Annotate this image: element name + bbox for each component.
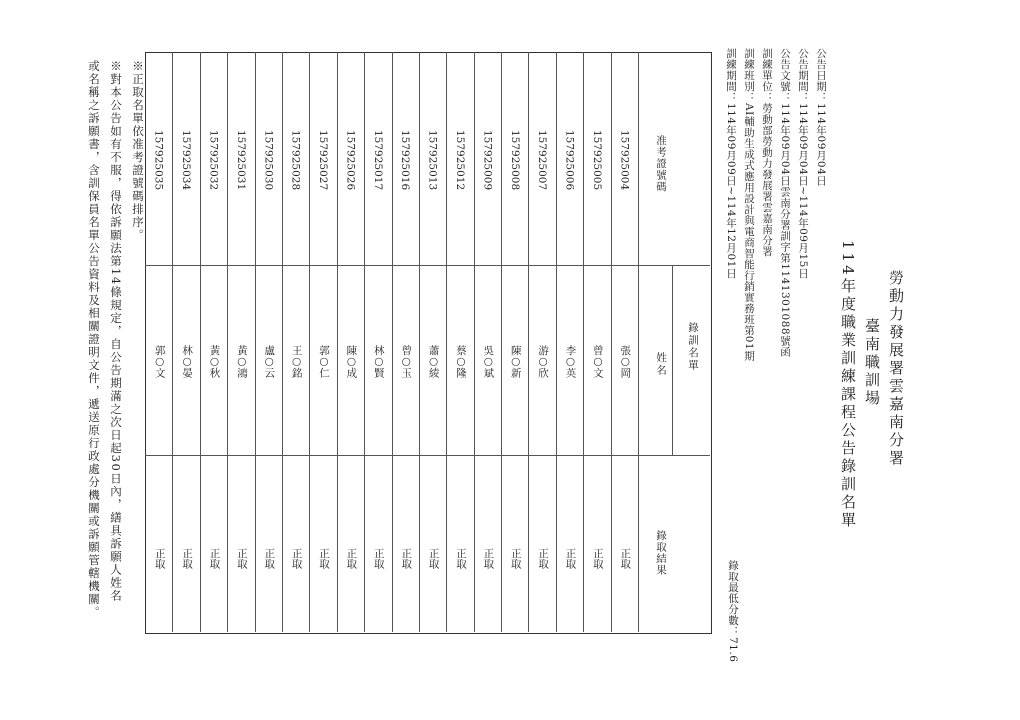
announce-ref: 公告文號：114年09月04日雲南分署訓字第1141301088號函: [779, 48, 791, 358]
row-admission-id: 157925007: [536, 130, 549, 191]
row-trainee-name: 曾○玉: [400, 345, 413, 378]
row-admission-id: 157925030: [262, 130, 275, 191]
row-result: 正取: [537, 548, 550, 569]
row-admission-id: 157925005: [590, 130, 603, 191]
row-divider: [556, 52, 557, 632]
training-period: 訓練期間：114年09月09日~114年12月01日: [725, 48, 737, 279]
row-divider: [419, 52, 420, 632]
row-result: 正取: [235, 548, 248, 569]
row-divider: [172, 52, 173, 632]
row-trainee-name: 王○銘: [290, 345, 303, 378]
announce-date: 公告日期：114年09月04日: [815, 48, 827, 187]
row-trainee-name: 盧○云: [263, 345, 276, 378]
row-divider: [282, 52, 283, 632]
id-column-divider: [145, 265, 710, 266]
row-result: 正取: [153, 548, 166, 569]
row-admission-id: 157925035: [152, 130, 165, 191]
row-admission-id: 157925031: [234, 130, 247, 191]
row-result: 正取: [454, 548, 467, 569]
row-result: 正取: [591, 548, 604, 569]
row-admission-id: 157925009: [481, 130, 494, 191]
row-divider: [611, 52, 612, 632]
note-appeal-1: ※對本公告如有不服，得依訴願法第14條規定，自公告期滿之次日起30日內，繕具訴願人姓名: [109, 60, 123, 603]
row-trainee-name: 張○岡: [619, 345, 632, 378]
row-trainee-name: 黃○秋: [208, 345, 221, 378]
row-admission-id: 157925012: [453, 130, 466, 191]
row-admission-id: 157925013: [426, 130, 439, 191]
row-admission-id: 157925034: [180, 130, 193, 191]
row-result: 正取: [345, 548, 358, 569]
row-admission-id: 157925008: [508, 130, 521, 191]
row-divider: [474, 52, 475, 632]
row-divider: [392, 52, 393, 632]
row-admission-id: 157925028: [289, 130, 302, 191]
row-admission-id: 157925027: [317, 130, 330, 191]
document-title: 114年度職業訓練課程公告錄訓名單: [839, 240, 857, 530]
row-trainee-name: 李○英: [564, 345, 577, 378]
column-header-divider: [638, 52, 639, 632]
row-admission-id: 157925004: [618, 130, 631, 191]
row-result: 正取: [181, 548, 194, 569]
minimum-score: 錄取最低分數：71.6: [727, 560, 739, 663]
row-result: 正取: [427, 548, 440, 569]
row-trainee-name: 陳○成: [345, 345, 358, 378]
training-unit: 訓練單位：勞動部勞動力發展署雲嘉南分署: [761, 48, 773, 257]
row-trainee-name: 蔡○隆: [454, 345, 467, 378]
row-result: 正取: [372, 548, 385, 569]
row-divider: [446, 52, 447, 632]
row-result: 正取: [482, 548, 495, 569]
row-admission-id: 157925016: [399, 130, 412, 191]
header-result: 錄取結果: [655, 530, 667, 576]
row-result: 正取: [290, 548, 303, 569]
row-result: 正取: [619, 548, 632, 569]
row-divider: [227, 52, 228, 632]
group-header-divider: [672, 265, 673, 455]
row-trainee-name: 蕭○綾: [427, 345, 440, 378]
row-divider: [528, 52, 529, 632]
row-result: 正取: [208, 548, 221, 569]
name-column-divider: [145, 455, 710, 456]
row-trainee-name: 黃○鴻: [235, 345, 248, 378]
row-admission-id: 157925006: [563, 130, 576, 191]
row-divider: [364, 52, 365, 632]
row-divider: [337, 52, 338, 632]
row-divider: [583, 52, 584, 632]
row-divider: [309, 52, 310, 632]
header-id: 准考證號碼: [655, 135, 667, 193]
note-sort-order: ※正取名單依准考證號碼排序。: [131, 60, 145, 242]
row-divider: [501, 52, 502, 632]
row-result: 正取: [318, 548, 331, 569]
header-name: 姓名: [655, 352, 667, 377]
note-appeal-2: 或名稱之訴願書，含訓保員名單公告資料及相關證明文件，遞送原行政處分機關或訴願管轄機關。: [87, 60, 101, 619]
row-result: 正取: [509, 548, 522, 569]
row-trainee-name: 林○晏: [181, 345, 194, 378]
division-title: 臺南職訓場: [863, 318, 881, 408]
row-trainee-name: 曾○文: [591, 345, 604, 378]
row-divider: [200, 52, 201, 632]
row-trainee-name: 吳○斌: [482, 345, 495, 378]
row-admission-id: 157925026: [344, 130, 357, 191]
row-result: 正取: [263, 548, 276, 569]
row-divider: [255, 52, 256, 632]
class-name: 訓練班別：AI輔助生成式應用設計與電商智能行銷實務班第01期: [743, 48, 755, 362]
row-trainee-name: 林○賢: [372, 345, 385, 378]
row-result: 正取: [400, 548, 413, 569]
row-result: 正取: [564, 548, 577, 569]
row-trainee-name: 郭○仁: [318, 345, 331, 378]
row-admission-id: 157925032: [207, 130, 220, 191]
announce-period: 公告期間：114年09月04日~114年09月15日: [797, 48, 809, 279]
row-trainee-name: 郭○文: [153, 345, 166, 378]
row-trainee-name: 游○欣: [537, 345, 550, 378]
row-admission-id: 157925017: [371, 130, 384, 191]
row-trainee-name: 陳○新: [509, 345, 522, 378]
header-group-label: 錄訓名單: [687, 322, 699, 372]
agency-title: 勞動力發展署雲嘉南分署: [887, 270, 905, 468]
